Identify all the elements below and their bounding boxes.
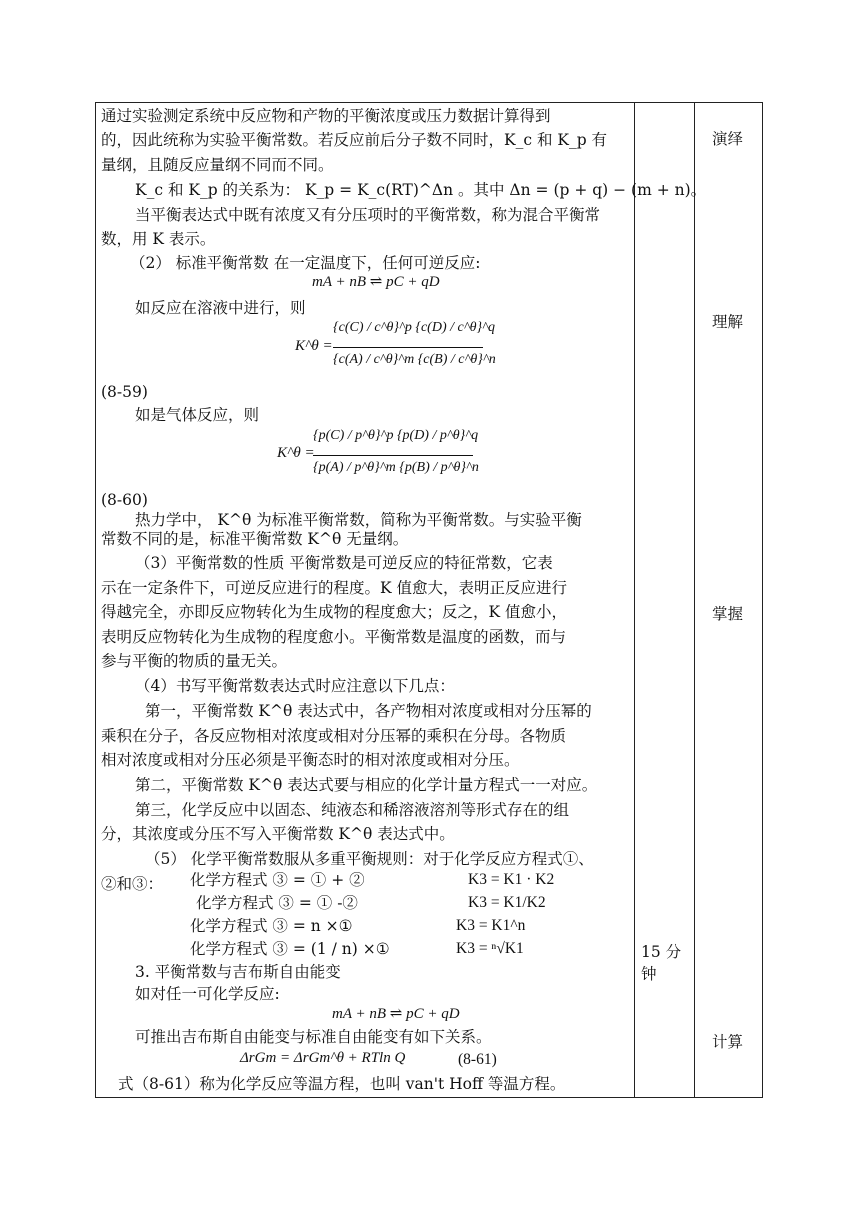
- section-heading-notes: （4）书写平衡常数表达式时应注意以下几点：: [135, 677, 455, 695]
- text-line: 如是气体反应，则: [135, 406, 260, 424]
- text-line: 如对任一可化学反应:: [135, 985, 280, 1003]
- goal-label-deduce: 演绎: [712, 130, 744, 148]
- rule-constant-power: K3 = K1^n: [456, 917, 526, 934]
- eq-8-59-denominator: {c(A) / c^θ}^m {c(B) / c^θ}^n: [333, 352, 496, 367]
- section-heading-gibbs: 3. 平衡常数与吉布斯自由能变: [135, 963, 341, 981]
- text-line: 表明反应物转化为生成物的程度愈小。平衡常数是温度的函数，而与: [101, 628, 567, 646]
- section-heading-multiple-equilibrium: （5） 化学平衡常数服从多重平衡规则：对于化学反应方程式①、: [145, 850, 594, 868]
- eq-8-60-lhs: K^θ =: [277, 445, 315, 461]
- equation-number: (8-61): [458, 1051, 497, 1068]
- rule-constant-quotient: K3 = K1/K2: [468, 894, 546, 911]
- text-line: 的，因此统称为实验平衡常数。若反应前后分子数不同时，K_c 和 K_p 有: [101, 131, 608, 149]
- eq-8-59-numerator: {c(C) / c^θ}^p {c(D) / c^θ}^q: [333, 320, 496, 335]
- text-line: 乘积在分子，各反应物相对浓度或相对分压幂的乘积在分母。各物质: [101, 727, 567, 745]
- text-line: 式（8-61）称为化学反应等温方程，也叫 van't Hoff 等温方程。: [118, 1075, 566, 1093]
- section-heading-standard-constant: （2） 标准平衡常数 在一定温度下，任何可逆反应:: [130, 254, 481, 272]
- text-line: 常数不同的是，标准平衡常数 K^θ 无量纲。: [101, 530, 409, 548]
- text-line: 通过实验测定系统中反应物和产物的平衡浓度或压力数据计算得到: [101, 107, 551, 125]
- eq-8-60-denominator: {p(A) / p^θ}^m {p(B) / p^θ}^n: [313, 460, 479, 475]
- text-line: 当平衡表达式中既有浓度又有分压项时的平衡常数，称为混合平衡常: [135, 206, 601, 224]
- text-line: 参与平衡的物质的量无关。: [101, 652, 288, 670]
- rule-constant-product: K3 = K1 · K2: [468, 871, 555, 888]
- time-allocation-line1: 15 分: [641, 943, 682, 961]
- text-line: 相对浓度或相对分压必须是平衡态时的相对浓度或相对分压。: [101, 751, 520, 769]
- reaction-equation: mA + nB ⇌ pC + qD: [312, 274, 440, 290]
- eq-8-60-numerator: {p(C) / p^θ}^p {p(D) / p^θ}^q: [313, 428, 479, 443]
- text-line: 第二，平衡常数 K^θ 表达式要与相应的化学计量方程式一一对应。: [135, 776, 598, 794]
- text-line: 如反应在溶液中进行，则: [135, 299, 306, 317]
- goal-label-understand: 理解: [712, 313, 744, 331]
- goal-label-master: 掌握: [712, 605, 744, 623]
- text-line: ②和③：: [101, 875, 164, 893]
- eq-8-59-lhs: K^θ =: [295, 338, 333, 354]
- reaction-equation-repeat: mA + nB ⇌ pC + qD: [332, 1006, 460, 1022]
- text-line: 第三，化学反应中以固态、纯液态和稀溶液溶剂等形式存在的组: [135, 801, 570, 819]
- rule-equation-fraction: 化学方程式 ③ = (1 / n) ×①: [190, 940, 390, 958]
- text-line: 得越完全，亦即反应物转化为生成物的程度愈大；反之，K 值愈小，: [101, 603, 568, 621]
- fraction-bar: [333, 347, 483, 348]
- text-line: K_c 和 K_p 的关系为： K_p = K_c(RT)^Δn 。其中 Δn = (p + q) − (m + n)。: [135, 181, 707, 199]
- equation-number: (8-60): [101, 491, 148, 509]
- goal-label-calculate: 计算: [712, 1033, 744, 1051]
- section-heading-properties: （3）平衡常数的性质 平衡常数是可逆反应的特征常数，它表: [135, 554, 553, 572]
- rule-equation-multiple: 化学方程式 ③ = n ×①: [190, 917, 353, 935]
- text-line: 第一，平衡常数 K^θ 表达式中，各产物相对浓度或相对分压幂的: [145, 702, 592, 720]
- rule-equation-sum: 化学方程式 ③ = ① + ②: [190, 871, 365, 889]
- text-line: 量纲，且随反应量纲不同而不同。: [101, 156, 334, 174]
- fraction-bar: [313, 455, 473, 456]
- column-divider-label: [694, 103, 695, 1097]
- text-line: 分，其浓度或分压不写入平衡常数 K^θ 表达式中。: [101, 825, 455, 843]
- text-line: 数，用 K 表示。: [101, 230, 216, 248]
- isotherm-equation: ΔrGm = ΔrGm^θ + RTln Q: [240, 1050, 406, 1066]
- text-line: 示在一定条件下，可逆反应进行的程度。K 值愈大，表明正反应进行: [101, 579, 568, 597]
- rule-equation-difference: 化学方程式 ③ = ① -②: [196, 894, 358, 912]
- rule-constant-root: K3 = ⁿ√K1: [456, 940, 524, 957]
- time-allocation-line2: 钟: [641, 965, 657, 983]
- text-line: 热力学中， K^θ 为标准平衡常数，简称为平衡常数。与实验平衡: [135, 511, 582, 529]
- text-line: 可推出吉布斯自由能变与标准自由能变有如下关系。: [135, 1028, 492, 1046]
- equation-number: (8-59): [101, 383, 148, 401]
- column-divider-time: [634, 103, 635, 1097]
